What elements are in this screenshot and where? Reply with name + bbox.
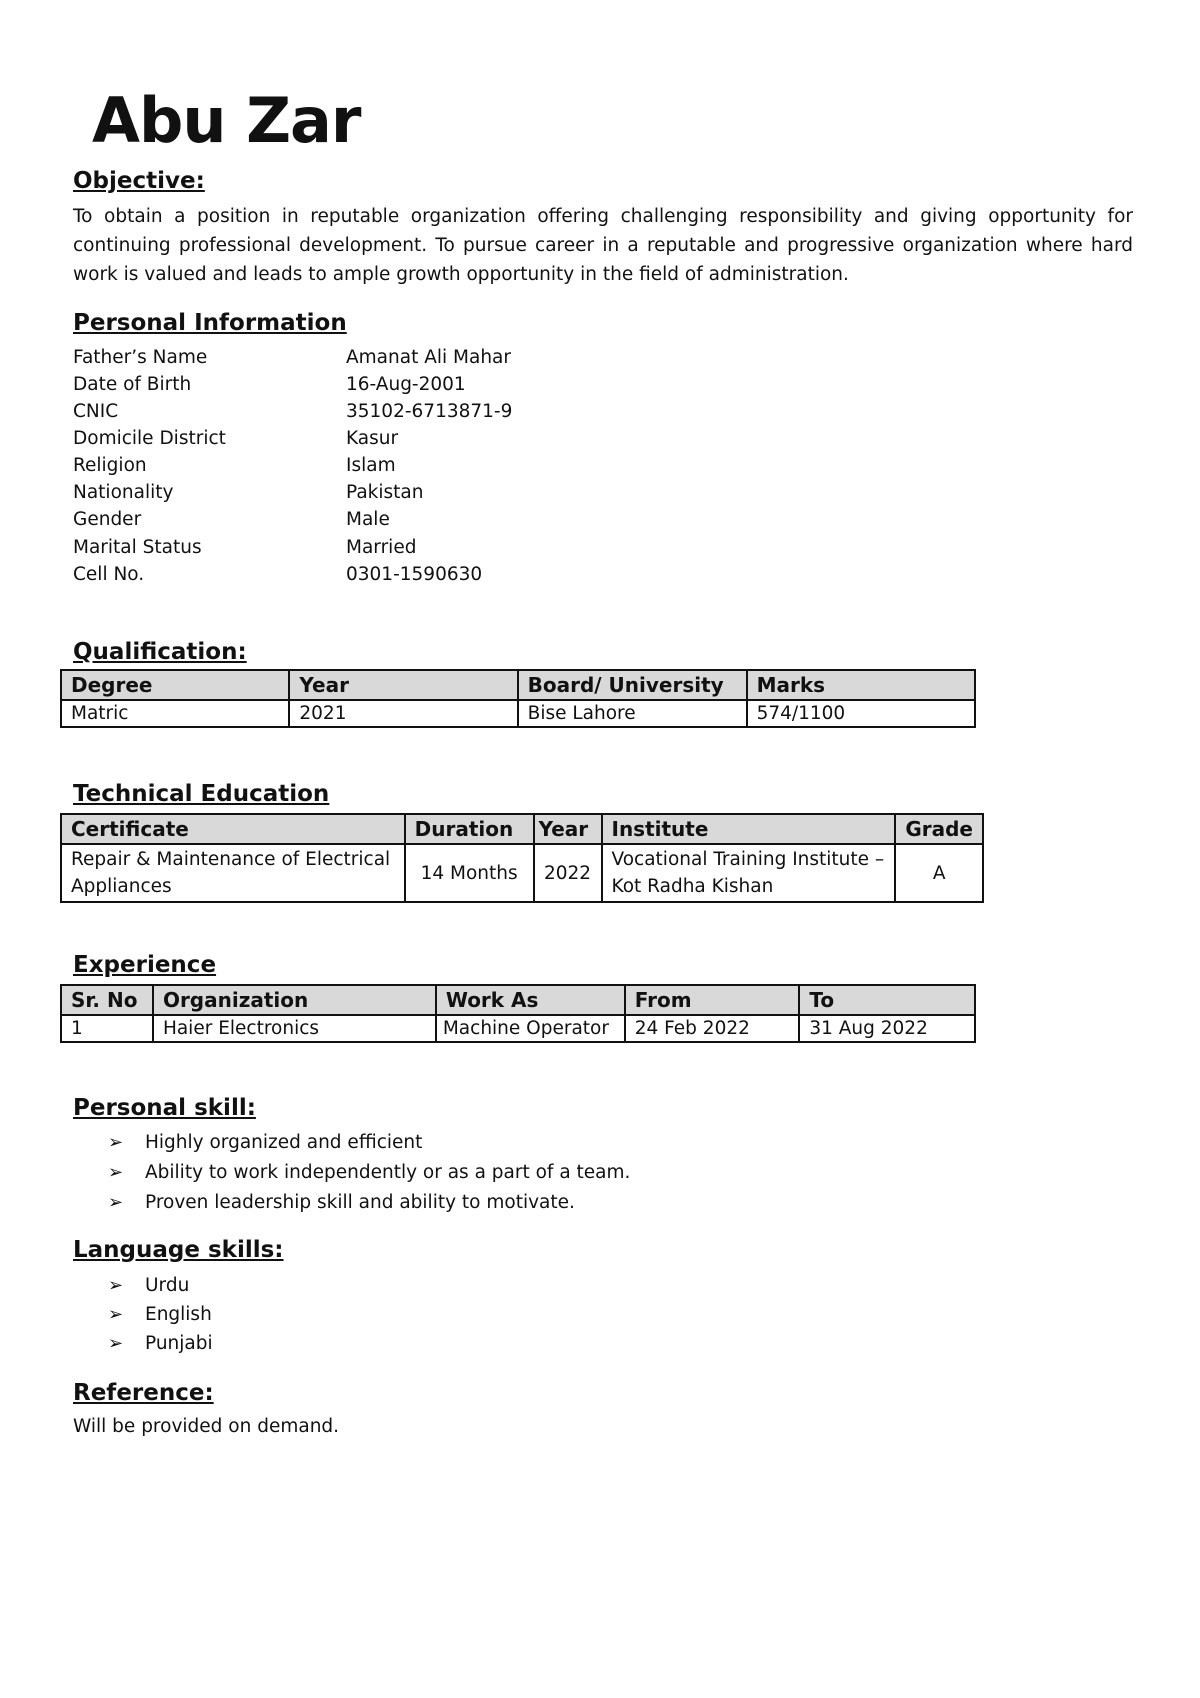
column-header: Board/ University (518, 670, 747, 700)
list-item (108, 1335, 213, 1354)
info-value: Pakistan (346, 482, 424, 503)
candidate-name: Abu Zar (92, 84, 361, 157)
arrow-bullet-icon: ➢ (108, 1275, 124, 1296)
info-label: Gender (73, 509, 142, 530)
language-text: Urdu (145, 1275, 190, 1296)
table-row (61, 844, 983, 902)
column-header: Duration (405, 814, 534, 844)
language-skills-heading: Language skills: (73, 1237, 284, 1263)
language-text: Punjabi (145, 1333, 213, 1354)
list-item (108, 1134, 422, 1153)
personal-info-heading: Personal Information (73, 310, 347, 336)
arrow-bullet-icon: ➢ (108, 1304, 124, 1325)
table-cell: Vocational Training Institute – Kot Radha Kishan (602, 844, 896, 902)
list-item (108, 1194, 575, 1213)
table-cell: 2021 (289, 700, 517, 727)
column-header: From (625, 985, 800, 1015)
column-header: Institute (602, 814, 896, 844)
list-item (108, 1164, 630, 1183)
technical-education-heading: Technical Education (73, 781, 330, 807)
info-label: Cell No. (73, 564, 145, 585)
table-cell: 14 Months (405, 844, 534, 902)
info-label: Nationality (73, 482, 174, 503)
table-cell: Haier Electronics (153, 1015, 436, 1042)
reference-text: Will be provided on demand. (73, 1416, 340, 1437)
skill-text: Ability to work independently or as a part of a team. (145, 1162, 631, 1183)
qualification-heading: Qualification: (73, 639, 247, 665)
table-row (61, 1015, 975, 1042)
arrow-bullet-icon: ➢ (108, 1162, 124, 1183)
table-cell: Repair & Maintenance of Electrical Appliances (61, 844, 405, 902)
objective-text: To obtain a position in reputable organization offering challenging responsibility and giving opportunity for continuing professional development. To pursue career in a reputable and progressive organization where hard work is valued and leads to ample growth opportunity in the field of administration. (73, 206, 1133, 285)
info-value: Kasur (346, 428, 399, 449)
table-cell: Matric (61, 700, 289, 727)
table-cell: A (895, 844, 983, 902)
info-value: Amanat Ali Mahar (346, 347, 511, 368)
table-cell: 2022 (534, 844, 602, 902)
list-item (108, 1277, 189, 1296)
qualification-table (60, 669, 976, 728)
column-header: To (799, 985, 975, 1015)
column-header: Work As (436, 985, 625, 1015)
column-header: Degree (61, 670, 289, 700)
table-row (61, 700, 975, 727)
table-cell: Bise Lahore (518, 700, 747, 727)
info-value: Male (346, 509, 390, 530)
arrow-bullet-icon: ➢ (108, 1333, 124, 1354)
info-value: Islam (346, 455, 396, 476)
table-header-row (61, 985, 975, 1015)
technical-education-table (60, 813, 984, 903)
info-label: Marital Status (73, 537, 202, 558)
experience-heading: Experience (73, 952, 217, 978)
info-label: Religion (73, 455, 147, 476)
column-header: Grade (895, 814, 983, 844)
info-label: Date of Birth (73, 374, 192, 395)
objective-heading: Objective: (73, 168, 205, 194)
column-header: Year (534, 814, 602, 844)
arrow-bullet-icon: ➢ (108, 1192, 124, 1213)
table-cell: 24 Feb 2022 (625, 1015, 800, 1042)
arrow-bullet-icon: ➢ (108, 1132, 124, 1153)
table-cell: 574/1100 (747, 700, 975, 727)
table-header-row (61, 670, 975, 700)
reference-heading: Reference: (73, 1380, 214, 1406)
info-value: Married (346, 537, 417, 558)
info-value: 35102-6713871-9 (346, 401, 513, 422)
info-value: 16-Aug-2001 (346, 374, 466, 395)
table-header-row (61, 814, 983, 844)
language-text: English (145, 1304, 212, 1325)
info-label: CNIC (73, 401, 119, 422)
column-header: Certificate (61, 814, 405, 844)
column-header: Organization (153, 985, 436, 1015)
table-cell: 1 (61, 1015, 153, 1042)
personal-skill-heading (73, 1097, 278, 1120)
table-cell: Machine Operator (436, 1015, 625, 1042)
info-label: Father’s Name (73, 347, 208, 368)
column-header: Year (289, 670, 517, 700)
table-cell: 31 Aug 2022 (799, 1015, 975, 1042)
skill-text: Highly organized and efficient (145, 1132, 423, 1153)
experience-table (60, 984, 976, 1043)
skill-text: Proven leadership skill and ability to motivate. (145, 1192, 575, 1213)
info-label: Domicile District (73, 428, 226, 449)
column-header: Sr. No (61, 985, 153, 1015)
personal-skill-heading-text: Personal skill: (73, 1095, 256, 1121)
info-value: 0301-1590630 (346, 564, 483, 585)
column-header: Marks (747, 670, 975, 700)
list-item (108, 1306, 212, 1325)
